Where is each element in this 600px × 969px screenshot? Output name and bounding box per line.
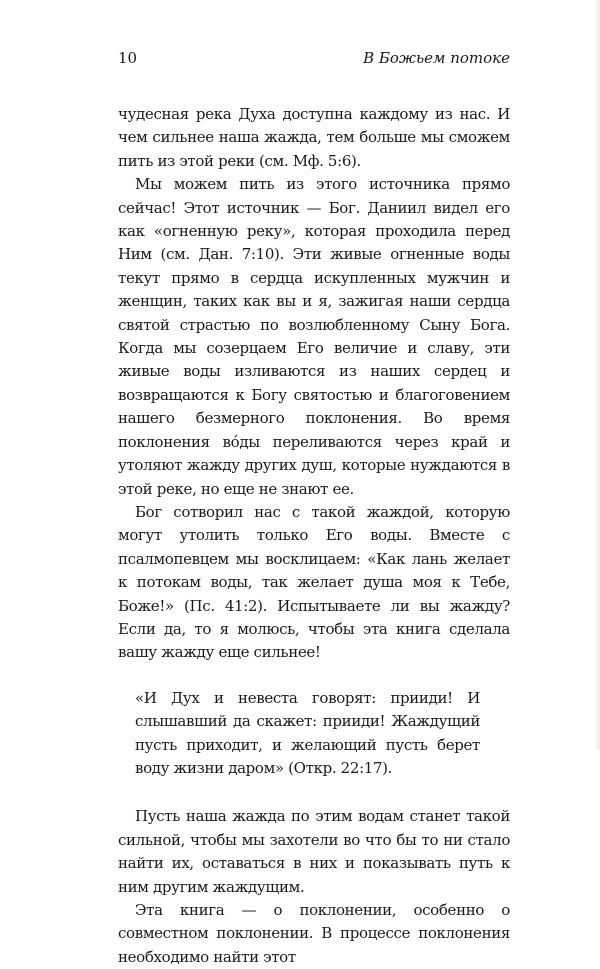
paragraph: Пусть наша жажда по этим водам станет такой сильной, чтобы мы захотели во что бы то ни стало найти их, оставаться в них и показывать путь к ним другим жаждущим. bbox=[118, 807, 510, 896]
paragraph: Мы можем пить из этого источника прямо сейчас! Этот источник — Бог. Даниил видел его как «огненную реку», которая проходила перед Ним (см. Дан. 7:10). Эти живые огненные воды текут прямо в сердца искупленных мужчин и женщин, таких как вы и я, зажигая наши сердца святой страстью по возлюбленному Сыну Бога. Когда мы созерцаем Его величие и славу, эти живые воды изливаются из наших сердец и возвращаются к Богу святостью и благоговением нашего безмерного поклонения. Во время поклонения вóды переливаются через край и утоляют жажду других душ, которые нуждаются в этой реке, но еще не знают ее. bbox=[118, 175, 510, 498]
page-number: 10 bbox=[118, 49, 138, 67]
scripture-quote bbox=[135, 687, 480, 781]
running-title: В Божьем потоке bbox=[363, 49, 510, 67]
page-header bbox=[118, 48, 510, 70]
quote-text: «И Дух и невеста говорят: прииди! И слышавший да скажет: прииди! Жаждущий пусть приходит, и желающий пусть берет воду жизни даром» (Откр. 22:17). bbox=[135, 688, 480, 777]
paragraph: Бог сотворил нас с такой жаждой, которую могут утолить только Его воды. Вместе с псалмопевцем мы восклицаем: «Как лань желает к потокам воды, так желает душа моя к Тебе, Боже!» (Пс. 41:2). Испытываете ли вы жажду? Если да, то я молюсь, чтобы эта книга сделала вашу жажду еще сильнее! bbox=[118, 502, 510, 662]
paragraph: Эта книга — о поклонении, особенно о совместном поклонении. В процессе поклонения необходимо найти этот bbox=[118, 901, 510, 966]
paragraph-continued: чудесная река Духа доступна каждому из нас. И чем сильнее наша жажда, тем больше мы сможем пить из этой реки (см. Мф. 5:6). bbox=[118, 105, 510, 170]
body-text bbox=[118, 103, 510, 969]
page-edge-shadow bbox=[594, 0, 600, 750]
